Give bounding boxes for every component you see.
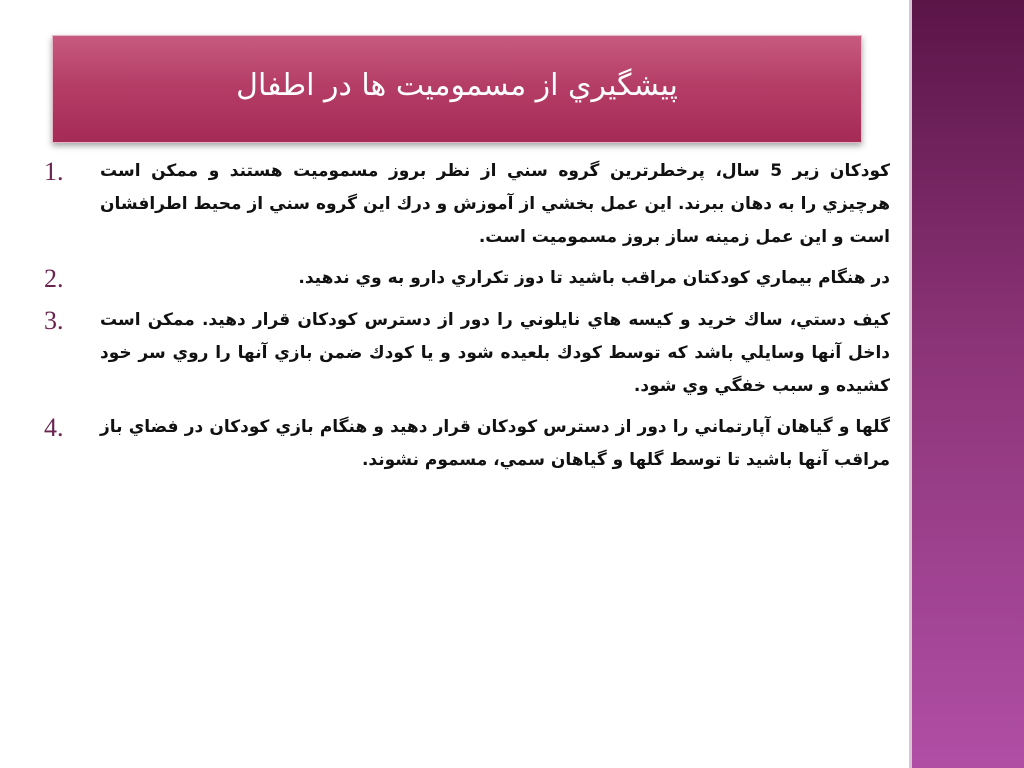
list-item-number: 3. bbox=[44, 306, 64, 335]
list-item bbox=[40, 304, 890, 403]
list-item-number: 4. bbox=[44, 413, 64, 442]
decorative-side-strip bbox=[912, 0, 1024, 768]
list-item bbox=[40, 262, 890, 296]
list-item-number: 2. bbox=[44, 264, 64, 293]
list-item bbox=[40, 155, 890, 254]
list-item-text: گلها و گياهان آپارتماني را دور از دسترس كودكان قرار دهيد و هنگام بازي كودكان در فضاي باز مراقب آنها باشيد تا توسط گلها و گياهان سمي، مسموم نشوند. bbox=[100, 417, 890, 470]
list-item-text: كودكان زير 5 سال، پرخطرترين گروه سني از نظر بروز مسموميت هستند و ممكن است هرچيزي را به دهان ببرند. اين عمل بخشي از آموزش و درك اين گروه سني از محيط اطرافشان است و اين عمل زمينه ساز بروز مسموميت است. bbox=[100, 161, 890, 247]
list-item-number: 1. bbox=[44, 157, 64, 186]
numbered-list bbox=[40, 155, 890, 485]
slide-title: پيشگيري از مسموميت ها در اطفال bbox=[236, 68, 678, 103]
list-item bbox=[40, 411, 890, 477]
list-item-text: كيف دستي، ساك خريد و كيسه هاي نايلوني را دور از دسترس كودكان قرار دهيد. ممكن است داخل آنها وسايلي باشد كه توسط كودك بلعيده شود و يا كودك ضمن بازي آنها را روي سر خود كشيده و سبب خفگي وي شود. bbox=[100, 310, 890, 396]
list-item-text: در هنگام بيماري كودكتان مراقب باشيد تا دوز تكراري دارو به وي ندهيد. bbox=[298, 268, 890, 288]
title-bar bbox=[52, 35, 862, 143]
